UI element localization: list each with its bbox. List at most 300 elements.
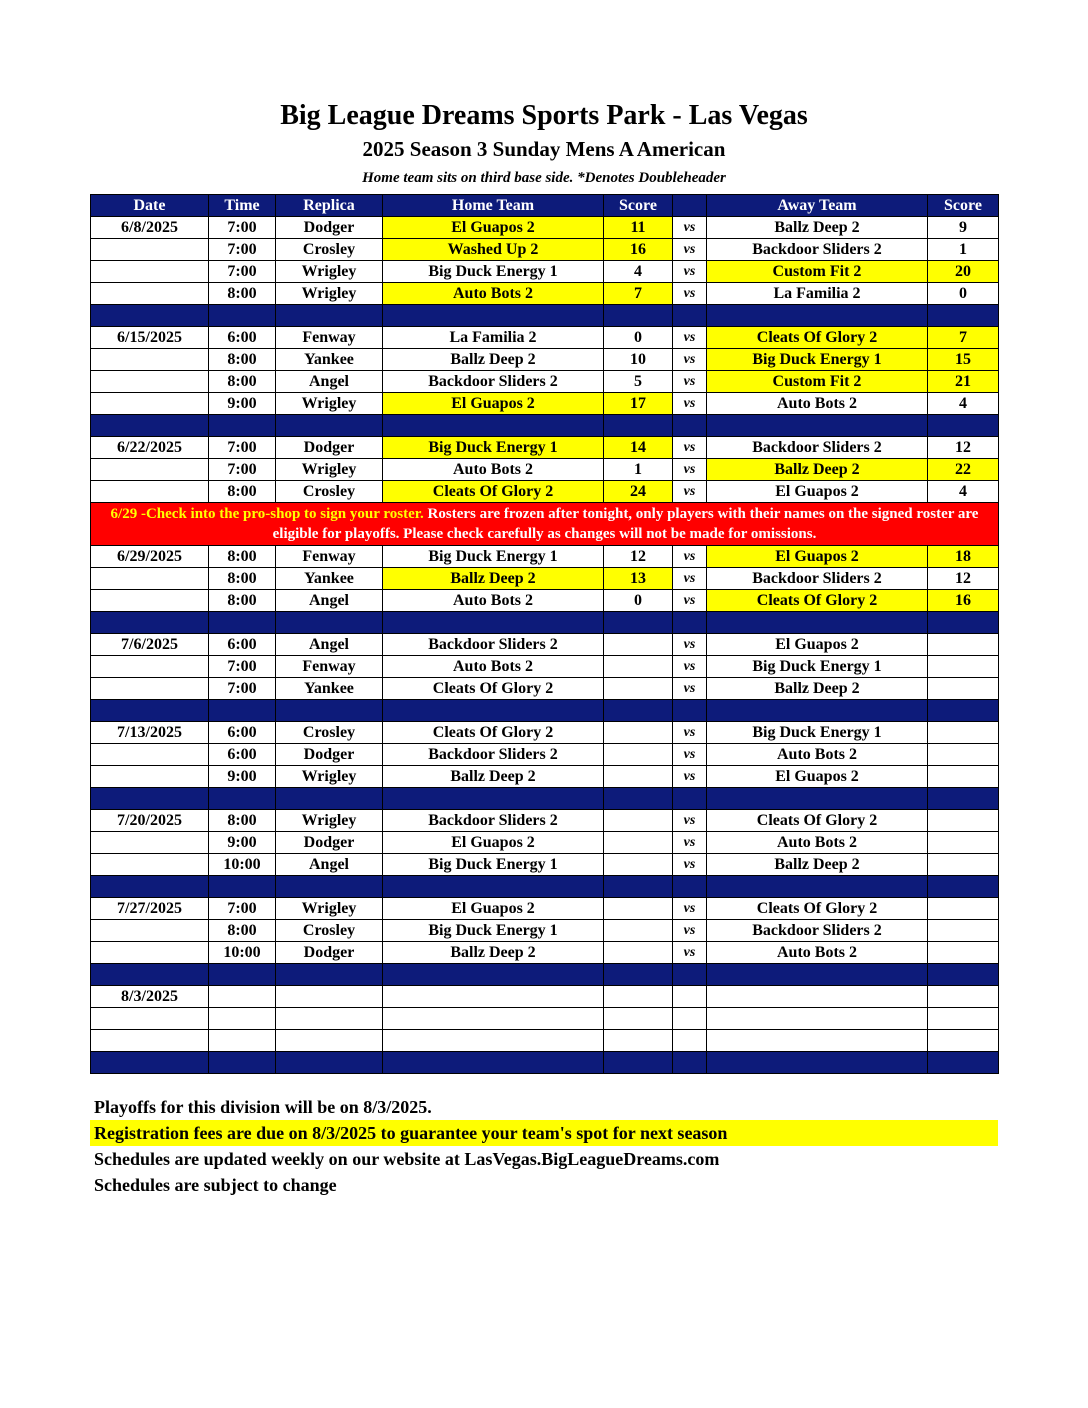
away-team: Ballz Deep 2 xyxy=(707,678,928,700)
game-row xyxy=(91,437,999,459)
home-team: Ballz Deep 2 xyxy=(383,349,604,371)
away-score xyxy=(928,986,999,1008)
game-field: Wrigley xyxy=(276,810,383,832)
game-row xyxy=(91,678,999,700)
game-date: 6/15/2025 xyxy=(91,327,209,349)
game-date xyxy=(91,942,209,964)
home-team: El Guapos 2 xyxy=(383,832,604,854)
separator-cell xyxy=(707,964,928,986)
game-time xyxy=(209,986,276,1008)
vs-label xyxy=(673,986,707,1008)
game-row xyxy=(91,832,999,854)
vs-label: vs xyxy=(673,239,707,261)
game-field: Dodger xyxy=(276,744,383,766)
game-field: Wrigley xyxy=(276,898,383,920)
away-score: 4 xyxy=(928,481,999,503)
game-field xyxy=(276,1030,383,1052)
separator-cell xyxy=(604,964,673,986)
away-score: 16 xyxy=(928,590,999,612)
separator-cell xyxy=(707,700,928,722)
separator-cell xyxy=(383,305,604,327)
away-team: Cleats Of Glory 2 xyxy=(707,898,928,920)
game-field: Crosley xyxy=(276,239,383,261)
away-score xyxy=(928,722,999,744)
separator-cell xyxy=(707,612,928,634)
vs-label xyxy=(673,1030,707,1052)
game-row xyxy=(91,986,999,1008)
game-date xyxy=(91,1008,209,1030)
separator-cell xyxy=(383,415,604,437)
week-separator xyxy=(91,612,999,634)
separator-cell xyxy=(707,1052,928,1074)
game-time: 7:00 xyxy=(209,261,276,283)
home-team: Backdoor Sliders 2 xyxy=(383,744,604,766)
home-score: 5 xyxy=(604,371,673,393)
home-score: 14 xyxy=(604,437,673,459)
separator-cell xyxy=(276,876,383,898)
separator-cell xyxy=(928,415,999,437)
separator-cell xyxy=(707,876,928,898)
game-time: 6:00 xyxy=(209,722,276,744)
home-score: 11 xyxy=(604,217,673,239)
game-row xyxy=(91,920,999,942)
home-team: El Guapos 2 xyxy=(383,898,604,920)
separator-cell xyxy=(209,700,276,722)
game-field: Angel xyxy=(276,854,383,876)
away-team: Ballz Deep 2 xyxy=(707,217,928,239)
game-date: 7/13/2025 xyxy=(91,722,209,744)
game-date xyxy=(91,393,209,415)
game-time: 7:00 xyxy=(209,898,276,920)
home-team xyxy=(383,986,604,1008)
home-team: Auto Bots 2 xyxy=(383,590,604,612)
game-row xyxy=(91,327,999,349)
home-team: La Familia 2 xyxy=(383,327,604,349)
away-team: Big Duck Energy 1 xyxy=(707,349,928,371)
away-team: Cleats Of Glory 2 xyxy=(707,590,928,612)
away-team xyxy=(707,1008,928,1030)
away-score xyxy=(928,942,999,964)
away-score xyxy=(928,1030,999,1052)
separator-cell xyxy=(673,964,707,986)
home-score xyxy=(604,942,673,964)
away-score xyxy=(928,898,999,920)
game-row xyxy=(91,239,999,261)
vs-label: vs xyxy=(673,546,707,568)
separator-cell xyxy=(604,700,673,722)
home-score: 7 xyxy=(604,283,673,305)
separator-cell xyxy=(604,612,673,634)
away-score: 12 xyxy=(928,568,999,590)
separator-cell xyxy=(928,876,999,898)
game-date: 6/8/2025 xyxy=(91,217,209,239)
home-score xyxy=(604,656,673,678)
game-row xyxy=(91,766,999,788)
game-row xyxy=(91,393,999,415)
col-header-away-score: Score xyxy=(928,195,999,217)
vs-label: vs xyxy=(673,832,707,854)
home-team: El Guapos 2 xyxy=(383,217,604,239)
game-row xyxy=(91,1008,999,1030)
game-field xyxy=(276,986,383,1008)
home-score xyxy=(604,1030,673,1052)
away-score: 1 xyxy=(928,239,999,261)
game-date xyxy=(91,678,209,700)
vs-label: vs xyxy=(673,349,707,371)
game-date xyxy=(91,261,209,283)
home-team: Backdoor Sliders 2 xyxy=(383,371,604,393)
separator-cell xyxy=(928,1052,999,1074)
game-date: 6/29/2025 xyxy=(91,546,209,568)
game-time: 7:00 xyxy=(209,678,276,700)
separator-cell xyxy=(673,305,707,327)
game-time: 8:00 xyxy=(209,568,276,590)
separator-cell xyxy=(604,305,673,327)
separator-cell xyxy=(673,1052,707,1074)
away-team xyxy=(707,1030,928,1052)
separator-cell xyxy=(91,876,209,898)
home-score: 1 xyxy=(604,459,673,481)
vs-label: vs xyxy=(673,744,707,766)
game-row xyxy=(91,634,999,656)
away-score xyxy=(928,810,999,832)
separator-cell xyxy=(276,700,383,722)
away-team: Auto Bots 2 xyxy=(707,832,928,854)
game-field: Dodger xyxy=(276,832,383,854)
game-row xyxy=(91,217,999,239)
col-header-replica: Replica xyxy=(276,195,383,217)
separator-cell xyxy=(209,876,276,898)
away-team: Custom Fit 2 xyxy=(707,371,928,393)
game-row xyxy=(91,371,999,393)
game-time: 6:00 xyxy=(209,744,276,766)
away-team: El Guapos 2 xyxy=(707,766,928,788)
col-header-home-score: Score xyxy=(604,195,673,217)
game-row xyxy=(91,898,999,920)
home-team: Cleats Of Glory 2 xyxy=(383,481,604,503)
game-date xyxy=(91,744,209,766)
separator-cell xyxy=(383,700,604,722)
away-team: Custom Fit 2 xyxy=(707,261,928,283)
vs-label: vs xyxy=(673,459,707,481)
separator-cell xyxy=(91,612,209,634)
home-team: Backdoor Sliders 2 xyxy=(383,810,604,832)
separator-cell xyxy=(673,876,707,898)
game-field: Wrigley xyxy=(276,393,383,415)
separator-cell xyxy=(276,305,383,327)
schedule-table xyxy=(90,194,999,1074)
vs-label: vs xyxy=(673,722,707,744)
away-score xyxy=(928,1008,999,1030)
home-team: Big Duck Energy 1 xyxy=(383,437,604,459)
separator-cell xyxy=(383,612,604,634)
away-team: Backdoor Sliders 2 xyxy=(707,239,928,261)
vs-label: vs xyxy=(673,568,707,590)
separator-cell xyxy=(276,1052,383,1074)
roster-notice-highlight: 6/29 -Check into the pro-shop to sign your roster. xyxy=(110,506,424,522)
home-team: Cleats Of Glory 2 xyxy=(383,722,604,744)
home-team: Auto Bots 2 xyxy=(383,459,604,481)
vs-label xyxy=(673,1008,707,1030)
separator-cell xyxy=(604,876,673,898)
game-field: Crosley xyxy=(276,481,383,503)
away-team: El Guapos 2 xyxy=(707,481,928,503)
away-score xyxy=(928,678,999,700)
week-separator xyxy=(91,964,999,986)
home-score: 0 xyxy=(604,590,673,612)
separator-cell xyxy=(209,964,276,986)
game-date xyxy=(91,459,209,481)
away-score: 20 xyxy=(928,261,999,283)
game-time: 8:00 xyxy=(209,481,276,503)
away-score: 4 xyxy=(928,393,999,415)
vs-label: vs xyxy=(673,920,707,942)
home-team: Big Duck Energy 1 xyxy=(383,261,604,283)
game-time: 9:00 xyxy=(209,832,276,854)
roster-notice-text: Rosters are frozen after tonight, only players with their names on the signed roster are eligible for playoffs. Please check carefully as changes will not be made for omissions. xyxy=(272,506,979,542)
separator-cell xyxy=(276,964,383,986)
game-row xyxy=(91,590,999,612)
game-time: 6:00 xyxy=(209,327,276,349)
home-score: 17 xyxy=(604,393,673,415)
home-team: Auto Bots 2 xyxy=(383,656,604,678)
vs-label: vs xyxy=(673,393,707,415)
vs-label: vs xyxy=(673,810,707,832)
home-team-note: Home team sits on third base side. *Denotes Doubleheader xyxy=(362,170,726,186)
separator-cell xyxy=(276,415,383,437)
week-separator xyxy=(91,876,999,898)
col-header-date: Date xyxy=(91,195,209,217)
home-score xyxy=(604,722,673,744)
game-field: Dodger xyxy=(276,217,383,239)
home-score: 13 xyxy=(604,568,673,590)
away-team: Backdoor Sliders 2 xyxy=(707,920,928,942)
home-score xyxy=(604,678,673,700)
game-date: 7/20/2025 xyxy=(91,810,209,832)
away-score: 21 xyxy=(928,371,999,393)
away-team: Ballz Deep 2 xyxy=(707,854,928,876)
game-time: 9:00 xyxy=(209,393,276,415)
away-team: Auto Bots 2 xyxy=(707,393,928,415)
game-time: 6:00 xyxy=(209,634,276,656)
game-row xyxy=(91,349,999,371)
game-row xyxy=(91,656,999,678)
home-score: 12 xyxy=(604,546,673,568)
home-team xyxy=(383,1030,604,1052)
away-score: 18 xyxy=(928,546,999,568)
separator-cell xyxy=(383,964,604,986)
game-date xyxy=(91,349,209,371)
home-team: Big Duck Energy 1 xyxy=(383,920,604,942)
separator-cell xyxy=(928,612,999,634)
vs-label: vs xyxy=(673,283,707,305)
schedule-change-note: Schedules are subject to change xyxy=(94,1175,337,1195)
home-score xyxy=(604,766,673,788)
game-date xyxy=(91,854,209,876)
roster-notice-row xyxy=(91,503,999,546)
game-field: Fenway xyxy=(276,546,383,568)
vs-label: vs xyxy=(673,854,707,876)
game-time: 7:00 xyxy=(209,239,276,261)
separator-cell xyxy=(604,415,673,437)
game-time: 8:00 xyxy=(209,546,276,568)
game-date: 6/22/2025 xyxy=(91,437,209,459)
separator-cell xyxy=(91,415,209,437)
game-field: Wrigley xyxy=(276,283,383,305)
home-team xyxy=(383,1008,604,1030)
game-date xyxy=(91,371,209,393)
away-score: 15 xyxy=(928,349,999,371)
separator-cell xyxy=(928,788,999,810)
home-score xyxy=(604,920,673,942)
game-row xyxy=(91,1030,999,1052)
separator-cell xyxy=(707,788,928,810)
away-score xyxy=(928,920,999,942)
away-score xyxy=(928,744,999,766)
col-header-time: Time xyxy=(209,195,276,217)
away-score xyxy=(928,854,999,876)
col-header-away-team: Away Team xyxy=(707,195,928,217)
separator-cell xyxy=(209,305,276,327)
home-score: 16 xyxy=(604,239,673,261)
game-time: 8:00 xyxy=(209,590,276,612)
game-field: Dodger xyxy=(276,942,383,964)
game-field: Crosley xyxy=(276,920,383,942)
separator-cell xyxy=(673,415,707,437)
away-score xyxy=(928,832,999,854)
separator-cell xyxy=(928,700,999,722)
separator-cell xyxy=(91,700,209,722)
game-date xyxy=(91,283,209,305)
away-score xyxy=(928,766,999,788)
game-row xyxy=(91,546,999,568)
game-date xyxy=(91,590,209,612)
vs-label: vs xyxy=(673,261,707,283)
separator-cell xyxy=(673,612,707,634)
game-field xyxy=(276,1008,383,1030)
game-time: 9:00 xyxy=(209,766,276,788)
away-score xyxy=(928,634,999,656)
game-row xyxy=(91,568,999,590)
game-time: 7:00 xyxy=(209,437,276,459)
game-time: 7:00 xyxy=(209,217,276,239)
game-field: Fenway xyxy=(276,656,383,678)
separator-cell xyxy=(928,964,999,986)
separator-cell xyxy=(209,788,276,810)
game-date xyxy=(91,481,209,503)
home-team: Auto Bots 2 xyxy=(383,283,604,305)
game-date xyxy=(91,832,209,854)
home-team: Ballz Deep 2 xyxy=(383,766,604,788)
away-team: Cleats Of Glory 2 xyxy=(707,327,928,349)
game-date xyxy=(91,656,209,678)
vs-label: vs xyxy=(673,327,707,349)
away-team xyxy=(707,986,928,1008)
home-score: 0 xyxy=(604,327,673,349)
vs-label: vs xyxy=(673,481,707,503)
home-team: Ballz Deep 2 xyxy=(383,942,604,964)
away-team: Auto Bots 2 xyxy=(707,744,928,766)
separator-cell xyxy=(604,1052,673,1074)
away-team: La Familia 2 xyxy=(707,283,928,305)
game-date: 7/6/2025 xyxy=(91,634,209,656)
separator-cell xyxy=(91,305,209,327)
home-team: Big Duck Energy 1 xyxy=(383,546,604,568)
vs-label: vs xyxy=(673,678,707,700)
game-date xyxy=(91,239,209,261)
home-score xyxy=(604,1008,673,1030)
away-team: Big Duck Energy 1 xyxy=(707,656,928,678)
vs-label: vs xyxy=(673,766,707,788)
separator-cell xyxy=(209,612,276,634)
separator-cell xyxy=(91,1052,209,1074)
week-separator xyxy=(91,415,999,437)
game-field: Yankee xyxy=(276,568,383,590)
away-score: 0 xyxy=(928,283,999,305)
home-score xyxy=(604,854,673,876)
home-score xyxy=(604,832,673,854)
away-team: Big Duck Energy 1 xyxy=(707,722,928,744)
vs-label: vs xyxy=(673,656,707,678)
home-score xyxy=(604,634,673,656)
game-time xyxy=(209,1008,276,1030)
separator-cell xyxy=(673,788,707,810)
game-time: 8:00 xyxy=(209,810,276,832)
game-field: Wrigley xyxy=(276,261,383,283)
game-date xyxy=(91,920,209,942)
home-team: Cleats Of Glory 2 xyxy=(383,678,604,700)
home-score xyxy=(604,744,673,766)
away-team: El Guapos 2 xyxy=(707,546,928,568)
header-row xyxy=(91,195,999,217)
game-row xyxy=(91,261,999,283)
away-team: Backdoor Sliders 2 xyxy=(707,437,928,459)
vs-label: vs xyxy=(673,634,707,656)
game-row xyxy=(91,810,999,832)
game-date xyxy=(91,766,209,788)
separator-cell xyxy=(209,1052,276,1074)
game-field: Angel xyxy=(276,371,383,393)
website-note: Schedules are updated weekly on our website at LasVegas.BigLeagueDreams.com xyxy=(94,1149,720,1169)
away-score: 9 xyxy=(928,217,999,239)
separator-cell xyxy=(707,415,928,437)
separator-cell xyxy=(276,612,383,634)
vs-label: vs xyxy=(673,942,707,964)
page-title: Big League Dreams Sports Park - Las Vegas xyxy=(280,100,808,131)
home-score: 4 xyxy=(604,261,673,283)
game-field: Yankee xyxy=(276,678,383,700)
separator-cell xyxy=(383,1052,604,1074)
game-time: 8:00 xyxy=(209,283,276,305)
vs-label: vs xyxy=(673,371,707,393)
game-row xyxy=(91,854,999,876)
separator-cell xyxy=(209,415,276,437)
week-separator xyxy=(91,788,999,810)
vs-label: vs xyxy=(673,898,707,920)
home-team: Big Duck Energy 1 xyxy=(383,854,604,876)
week-separator xyxy=(91,700,999,722)
vs-label: vs xyxy=(673,590,707,612)
away-team: Ballz Deep 2 xyxy=(707,459,928,481)
game-time: 8:00 xyxy=(209,371,276,393)
playoffs-note: Playoffs for this division will be on 8/3/2025. xyxy=(94,1097,432,1117)
home-score: 24 xyxy=(604,481,673,503)
game-row xyxy=(91,481,999,503)
game-field: Crosley xyxy=(276,722,383,744)
game-time: 8:00 xyxy=(209,349,276,371)
roster-notice xyxy=(91,503,999,546)
game-row xyxy=(91,283,999,305)
